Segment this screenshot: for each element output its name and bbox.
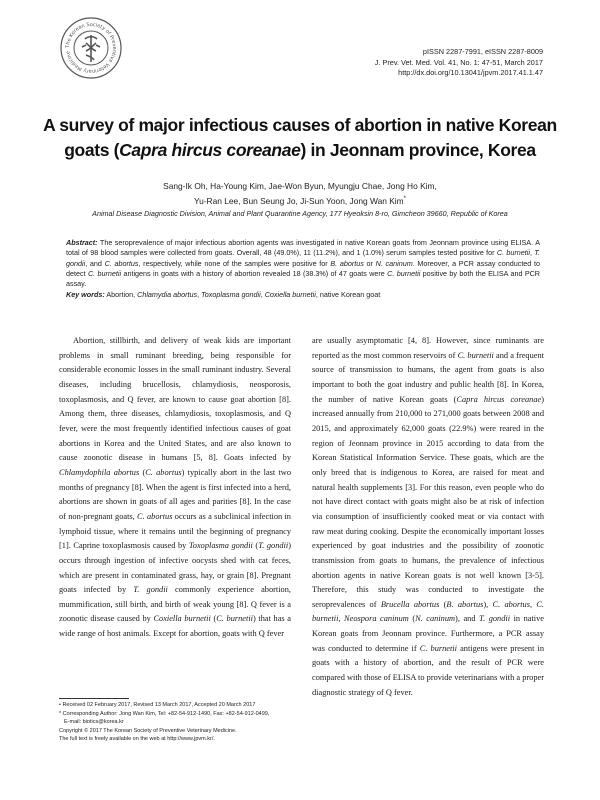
abstract-text: , respectively, while none of the samples were positive for [138,258,331,268]
body-species: C. abortus [145,467,182,477]
body-text: Abortion, stillbirth, and delivery of weak kids are important problems in small ruminant breeding, being responsible for considerable economic losses in the small ruminant industry. Several diseases, including brucellosis, chlamydiosis, neosporosis, toxoplasmosis, and Q fever, are known to cause goat abortion [8]. Among them, three diseases, chlamydiosis, toxoplasmosis, and Q fever, were the most frequently identified infectious causes of goat abortions in Korea and the United States, and are also known to cause zoonotic disease in humans [5, 8]. Goats infected by [59,336,291,463]
abstract-label: Abstract: [66,238,98,247]
title-text: ) in Jeonnam province, Korea [300,140,536,160]
body-species: Capra hircus coreanae [456,394,542,404]
logo-ring-text: The Korean Society of Preventive Veterinary Medicine [64,21,118,75]
keywords-label: Key words: [66,290,105,300]
author-email[interactable]: E-mail: biotics@korea.kr [64,719,124,726]
keywords-text: , [197,290,202,300]
body-species: B. abortus [446,599,484,609]
authors-names: Yu-Ran Lee, Bun Seung Jo, Ji-Sun Yoon, Jong Wan Kim [193,195,404,206]
abstract-species: N. caninum [375,258,413,268]
body-text: and a frequent source of transmission to humans, the agent from goats is also important to both the goat industry and public health [8]. In Korea, the number of native Korean goats ( [312,350,544,404]
keyword-species: Chlamydia abortus [137,290,198,300]
abstract-species: C. burnetii [87,268,122,278]
paper-title [40,113,560,163]
doi-link[interactable]: http://dx.doi.org/10.13041/jpvm.2017.41.1.47 [398,68,543,77]
corresponding-author: * Corresponding Author: Jong Wan Kim, Tel: +82-54-912-1490, Fax: +82-54-912-0499, [59,710,270,717]
body-species: N. caninum [415,614,456,624]
body-column-left [59,334,291,642]
footnote-divider [59,698,129,699]
society-logo [60,17,122,79]
body-species: T. gondii [479,614,511,624]
received-dates: • Received 02 February 2017, Revised 13 March 2017, Accepted 20 March 2017 [59,702,256,708]
body-species: C. burnetii [216,614,253,624]
authors-line-1: Sang-Ik Oh, Ha-Young Kim, Jae-Won Byun, Myungju Chae, Jong Ho Kim, [163,181,437,191]
footnotes [59,701,299,744]
body-species: T. gondii [258,541,289,551]
copyright: Copyright © 2017 The Korean Society of Preventive Veterinary Medicine. [59,727,237,734]
body-column-right [312,334,544,700]
keywords-text: Abortion, [104,290,138,300]
body-species: Toxoplasma gondii [188,541,253,551]
body-species: T. gondii [133,585,168,595]
body-text: ) occurs through ingestion of infective oocysts shed with cat feces, which are present in contaminated grass, hay, or grain [8]. Pregnant goats infected by [59,541,291,595]
body-text: ( [408,614,416,624]
body-species: C. burnetii [457,350,494,360]
abstract-text: or [363,258,376,268]
body-text: commonly experience abortion, mummification, still birth, and birth of weak young [8]. Q fever is a zoonotic disease caused by [59,585,291,624]
body-text: ) that has a wide range of host animals. Except for abortion, goats with Q fever [59,614,292,639]
body-text: in native Korean goats from Jeonnam province. Furthermore, a PCR assay was conducted to determine if [312,614,544,653]
body-text: are usually asymptomatic [4, 8]. However, since ruminants are reported as the most common reservoirs of [312,336,544,360]
title-species: Capra hircus coreanae [119,140,301,160]
abstract-text: . Moreover, a PCR assay conducted to detect [66,258,541,278]
abstract [66,238,540,301]
title-text: goats ( [64,140,120,160]
open-access-note: The full text is freely available on the web at http://www.jpvm.kr/. [59,736,215,743]
body-species: Chlamydophila abortus [59,467,140,477]
body-text: ( [252,541,259,551]
corresponding-mark: * [403,195,406,202]
issn: pISSN 2287-7991, eISSN 2287-8009 [422,47,543,56]
body-text: ( [139,467,146,477]
abstract-species: C. burnetii [387,268,421,278]
abstract-species: C. abortus [104,258,139,268]
authors-line-2 [40,193,560,207]
intro-paragraph-left [59,334,291,642]
body-text: ) increased annually from 210,000 to 271,000 goats between 2008 and 2015, and approximately 62,000 goats (22.9%) were reared in the region of Jeonnam province in 2015 according to data from the Korean Statistical Information Service. These goats, which are the only breed that is indigenous to Korea, are raised for meat and natural health supplements [3]. For this reason, even people who do not have direct contact with goats might also be at risk of infection via consumption of insufficiently cooked meat or via contact with raw meat during cooking. Despite the economically important losses experienced by goat industries and the possibility of zoonotic transmission from goats to humans, the prevalence of infectious abortion agents in native Korean goats is not well known [3-5]. Therefore, this study was conducted to investigate the seroprevalences of [312,394,544,609]
body-text: ), and [455,614,480,624]
body-text: ) typically abort in the last two months of pregnancy [8]. When the agent is first infected into a herd, abortions are shown in goats of all ages and parities [8]. In the case of non-pregnant goats, [59,467,291,521]
author-list [40,180,560,207]
intro-paragraph-right [312,334,544,700]
keywords [66,290,540,300]
title-line-1: A survey of major infectious causes of abortion in native Korean [43,115,557,135]
body-species: C. burnetii [419,643,457,653]
abstract-text: , [529,248,535,258]
body-species: Coxiella burnetii [153,614,211,624]
body-text: ( [439,599,447,609]
abstract-text: positive by both the ELISA and PCR assay. [66,268,540,289]
body-text: ( [210,614,217,624]
body-species: Brucella abortus [380,599,440,609]
abstract-text: , and [85,258,105,268]
journal-header [375,47,543,79]
caduceus-icon [82,35,100,62]
abstract-text: The seroprevalence of major infectious abortion agents was investigated in native Korean goats from Jeonnam province using ELISA. A total of 98 blood samples were collected from goats. Overall, 48 (49.0%), 11 (11.2%), and 1 (1.0%) serum samples tested positive for [66,238,540,258]
keyword-species: Toxoplasma gondii [201,290,261,300]
body-species: C. abortus [137,511,173,521]
affiliation: Animal Disease Diagnostic Division, Animal and Plant Quarantine Agency, 177 Hyeoksin 8-ro, Gimcheon 39660, Republic of Korea [92,209,508,218]
abstract-species: B. abortus [330,258,364,268]
abstract-text: antigens in goats with a history of abortion revealed 18 (38.3%) of 47 goats were [121,268,388,278]
body-text: antigens were present in goats with a history of abortion, and the result of PCR were compared with those of ELISA to provide veterinarians with a proper diagnostic strategy of Q fever. [312,643,544,697]
journal-citation: J. Prev. Vet. Med. Vol. 41, No. 1: 47-51, March 2017 [374,57,543,67]
body-text: ), [483,599,493,609]
abstract-body [66,238,540,289]
title-line-2 [40,138,560,163]
body-species: C. abortus, C. burnetii, Neospora caninum [312,599,544,624]
keyword-species: Coxiella burnetii [264,290,316,300]
keywords-text: , native Korean goat [315,290,381,300]
abstract-species: T. gondii [66,248,540,268]
keywords-text: , [260,290,265,300]
body-text: occurs as a subclinical infection in lymphoid tissue, where it remains until the beginning of pregnancy [1]. Caprine toxoplasmosis caused by [59,511,291,551]
abstract-species: C. burnetii [496,248,530,258]
